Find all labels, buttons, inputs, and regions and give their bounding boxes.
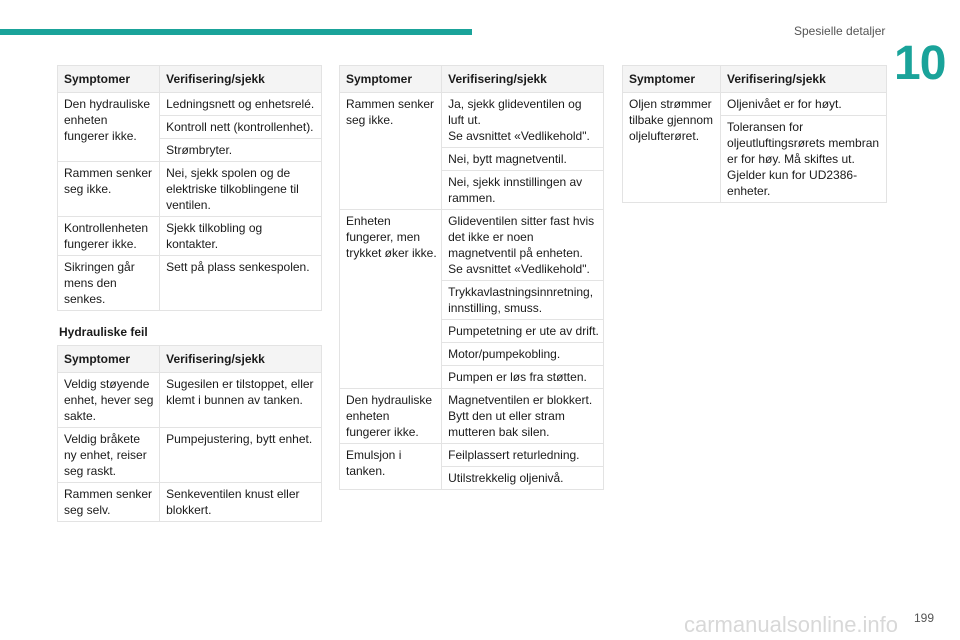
- subheading-hydraulic-faults: Hydrauliske feil: [59, 325, 148, 339]
- column-header-check: Verifisering/sjekk: [442, 66, 604, 93]
- check-cell: Sjekk tilkobling og kontakter.: [160, 217, 322, 256]
- page-number: 199: [914, 611, 935, 625]
- symptom-cell: Veldig støyende enhet, hever seg sakte.: [58, 373, 160, 428]
- check-cell: Ledningsnett og enhetsrelé.: [160, 93, 322, 116]
- table-row: [58, 93, 322, 116]
- section-title: Spesielle detaljer: [794, 24, 886, 38]
- table-row: [58, 428, 322, 483]
- table-row: [58, 217, 322, 256]
- table-row: [58, 373, 322, 428]
- watermark: carmanualsonline.info: [684, 612, 899, 637]
- check-cell: Strømbryter.: [160, 139, 322, 162]
- column-header-symptom: Symptomer: [58, 346, 160, 373]
- check-cell: Motor/pumpekobling.: [442, 343, 604, 366]
- table-row: [58, 256, 322, 311]
- column-header-check: Verifisering/sjekk: [721, 66, 887, 93]
- check-cell: Feilplassert returledning.: [442, 444, 604, 467]
- hydraulic-faults-table: [57, 345, 322, 522]
- symptom-cell: Emulsjon i tanken.: [340, 444, 442, 490]
- check-cell: Trykkavlastningsinnretning, innstilling, smuss.: [442, 281, 604, 320]
- check-cell: Kontroll nett (kontrollenhet).: [160, 116, 322, 139]
- check-cell: Nei, bytt magnetventil.: [442, 148, 604, 171]
- symptom-cell: Oljen strømmer tilbake gjennom oljelufterøret.: [623, 93, 721, 203]
- symptom-cell: Enheten fungerer, men trykket øker ikke.: [340, 210, 442, 389]
- check-cell: Sett på plass senkespolen.: [160, 256, 322, 311]
- check-cell: Ja, sjekk glideventilen og luft ut. Se avsnittet «Vedlikehold".: [442, 93, 604, 148]
- check-cell: Oljenivået er for høyt.: [721, 93, 887, 116]
- symptom-cell: Den hydrauliske enheten fungerer ikke.: [340, 389, 442, 444]
- check-cell: Pumpetetning er ute av drift.: [442, 320, 604, 343]
- symptom-cell: Kontrollenheten fungerer ikke.: [58, 217, 160, 256]
- check-cell: Nei, sjekk innstillingen av rammen.: [442, 171, 604, 210]
- table-row: [340, 93, 604, 148]
- check-cell: Magnetventilen er blokkert. Bytt den ut eller stram mutteren bak silen.: [442, 389, 604, 444]
- column-header-symptom: Symptomer: [58, 66, 160, 93]
- column-header-check: Verifisering/sjekk: [160, 346, 322, 373]
- hydraulic-faults-table-continued: [339, 65, 604, 490]
- symptom-cell: Veldig bråkete ny enhet, reiser seg raskt.: [58, 428, 160, 483]
- table-row: [58, 162, 322, 217]
- column-header-symptom: Symptomer: [340, 66, 442, 93]
- chapter-number: 10: [894, 37, 946, 90]
- check-cell: Pumpejustering, bytt enhet.: [160, 428, 322, 483]
- electrical-faults-table: [57, 65, 322, 311]
- symptom-cell: Rammen senker seg ikke.: [340, 93, 442, 210]
- check-cell: Sugesilen er tilstoppet, eller klemt i bunnen av tanken.: [160, 373, 322, 428]
- table-row: [58, 483, 322, 522]
- oil-faults-table: [622, 65, 887, 203]
- check-cell: Toleransen for oljeutluftingsrørets membran er for høy. Må skiftes ut. Gjelder kun for UD2386-enheter.: [721, 116, 887, 203]
- symptom-cell: Rammen senker seg ikke.: [58, 162, 160, 217]
- symptom-cell: Sikringen går mens den senkes.: [58, 256, 160, 311]
- table-row: [623, 93, 887, 116]
- table-row: [340, 210, 604, 281]
- symptom-cell: Rammen senker seg selv.: [58, 483, 160, 522]
- check-cell: Senkeventilen knust eller blokkert.: [160, 483, 322, 522]
- symptom-cell: Den hydrauliske enheten fungerer ikke.: [58, 93, 160, 162]
- check-cell: Glideventilen sitter fast hvis det ikke er noen magnetventil på enheten. Se avsnittet «Vedlikehold".: [442, 210, 604, 281]
- table-row: [340, 389, 604, 444]
- table-row: [340, 444, 604, 467]
- header-accent-bar: [0, 29, 472, 35]
- column-header-check: Verifisering/sjekk: [160, 66, 322, 93]
- check-cell: Pumpen er løs fra støtten.: [442, 366, 604, 389]
- check-cell: Nei, sjekk spolen og de elektriske tilkoblingene til ventilen.: [160, 162, 322, 217]
- column-header-symptom: Symptomer: [623, 66, 721, 93]
- check-cell: Utilstrekkelig oljenivå.: [442, 467, 604, 490]
